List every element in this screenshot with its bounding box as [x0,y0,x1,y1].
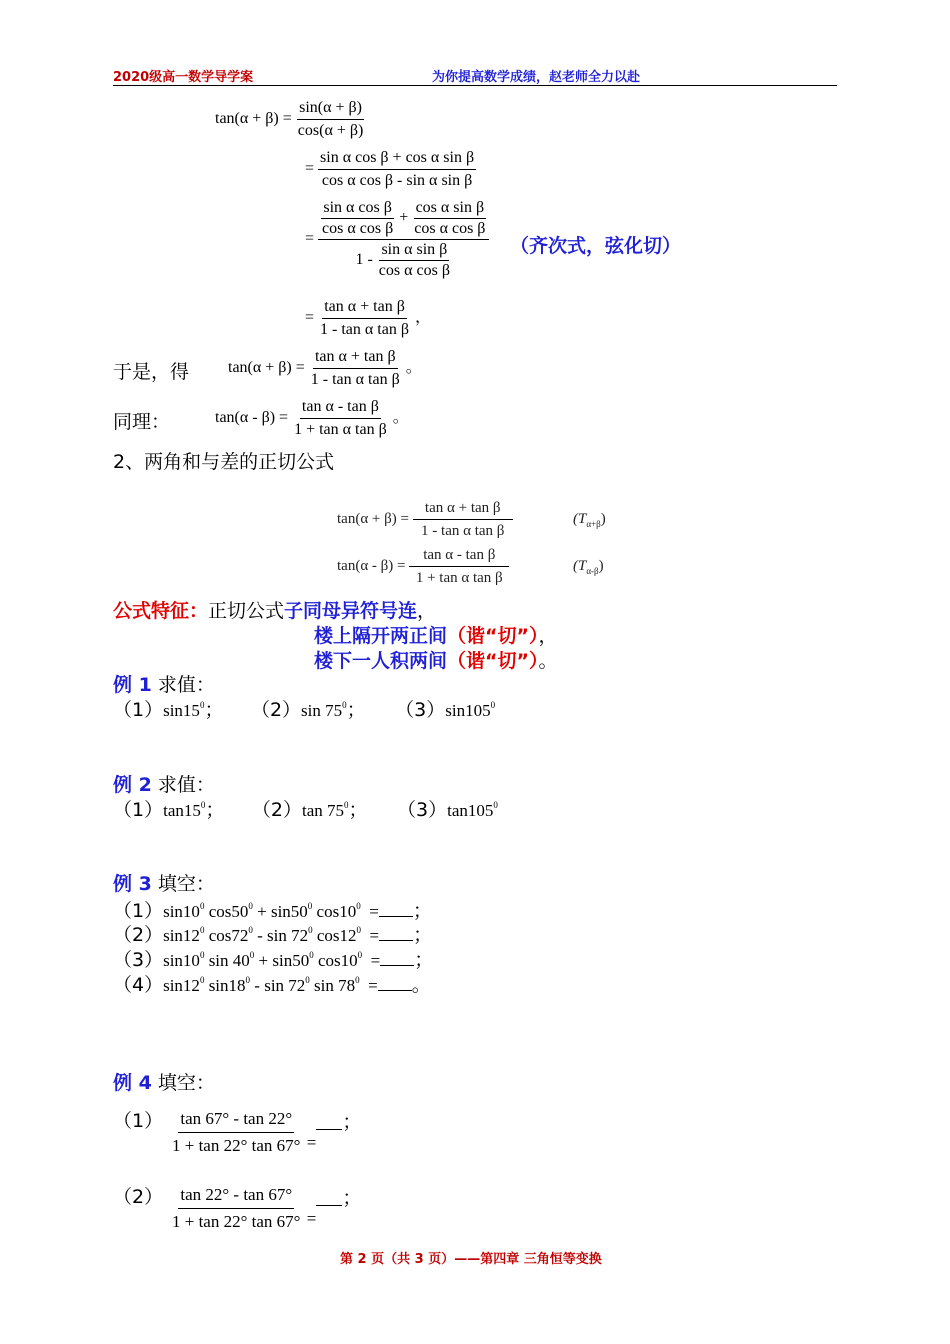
operator: + [258,951,269,970]
numerator: sin α cos β + cos α sin β [318,148,476,170]
equals-sign: = [305,160,315,178]
label-paren: ) [598,558,604,574]
page-footer: 第 2 页（共 3 页）——第四章 三角恒等变换 [340,1252,602,1267]
formula-tan-sum [337,498,513,541]
formula-fraction [409,545,509,588]
formula-tan-sum-label [573,511,606,529]
term: sin 72 [267,926,309,945]
item-end: ； [413,924,433,946]
degree-mark: 0 [305,975,310,985]
numerator: tan 22° - tan 67° [178,1183,294,1209]
separator: ； [348,799,368,821]
derivation-lhs: tan(α + β) = [215,110,292,128]
period: 。 [392,409,409,427]
answer-blank[interactable] [380,951,414,966]
degree-mark: 0 [248,901,253,911]
denominator: 1 + tan 22° tan 67° [172,1212,301,1231]
answer-blank[interactable] [379,902,413,917]
similarly-formula [215,397,409,440]
degree-mark: 0 [199,950,205,960]
complex-numerator [318,199,489,240]
item-index: （3） [397,799,448,821]
numerator: tan α - tan β [409,545,509,567]
similarly-fraction [292,397,389,440]
example4-q1-fraction [170,1107,302,1158]
example-label: 例 1 [113,674,152,696]
sub-fraction-a [320,199,395,238]
derivation-step1-fraction [296,98,366,141]
numerator: tan α - tan β [300,397,381,419]
term: sin 72 [264,976,306,995]
denominator: 1 + tan α tan β [415,570,503,586]
conclusion-fraction [309,347,402,390]
formula-lhs: tan(α + β) = [337,510,409,527]
plus-sign: + [399,209,409,227]
example4-heading [113,1068,215,1095]
degree-mark: 0 [307,901,313,911]
equals-sign: = [306,1133,317,1153]
example3-item [113,945,433,972]
equals-sign: = [305,230,315,248]
denominator: cos α cos β - sin α sin β [321,172,473,189]
comma: ， [417,600,437,622]
term: sin50 [272,951,310,970]
answer-blank[interactable] [378,976,412,991]
item-index: （1） [113,900,164,922]
comma: ， [414,309,431,327]
one-minus: 1 - [355,251,373,269]
degree-mark: 0 [308,925,313,935]
item-end: ； [414,949,434,971]
denominator: cos α cos β [414,220,486,237]
formula-tan-diff-label [573,558,604,576]
degree-mark: 0 [493,800,498,810]
example3-heading [113,869,215,896]
numerator: sin(α + β) [297,98,364,120]
answer-blank[interactable] [316,1115,342,1130]
term: sin10 [163,951,200,970]
term: cos10 [317,951,358,970]
item-index: （3） [395,699,446,721]
degree-mark: 0 [248,925,253,935]
denominator: 1 + tan 22° tan 67° [172,1136,301,1155]
term: sin 40 [208,951,250,970]
example4-q2-index: （2） [113,1186,164,1208]
item-expr: sin105 [445,701,491,720]
separator: ； [205,799,225,821]
term: cos72 [208,926,249,945]
example4-q2 [170,1183,361,1234]
equals-sign: = [368,976,378,995]
operator: - [257,926,263,945]
equals-sign: = [370,951,381,970]
example2-items [113,795,498,822]
denominator: cos α cos β [378,262,450,279]
example4-q1-index: （1） [113,1110,164,1132]
formula-fraction [413,498,513,541]
operator: + [257,902,267,921]
homogeneous-note: （齐次式，弦化切） [510,235,682,257]
derivation-step3 [305,199,489,280]
similarly-lhs: tan(α - β) = [215,409,289,427]
item-index: （3） [113,949,164,971]
feature-text: 正切公式 [208,600,285,622]
term: cos10 [316,902,357,921]
degree-mark: 0 [309,950,314,960]
semicolon: ； [342,1111,362,1134]
separator: ； [204,699,224,721]
example-label: 例 3 [113,873,152,895]
derivation-step3-complex-fraction [318,199,489,280]
degree-mark: 0 [199,925,205,935]
feature-line3 [314,646,558,673]
degree-mark: 0 [249,950,255,960]
feature-mnemonic-3: 楼下一人积两间 [314,650,448,672]
feature-label: 公式特征： [113,600,209,622]
feature-pun-2: （谐“切”） [447,625,539,647]
feature-mnemonic-2: 楼上隔开两正间 [314,625,448,647]
label-subscript: α-β [586,566,599,576]
degree-mark: 0 [490,700,496,710]
degree-mark: 0 [342,700,347,710]
item-index: （4） [113,974,164,996]
label-paren: ) [600,511,606,527]
feature-pun-3: （谐“切”） [447,650,539,672]
item-index: （2） [250,699,302,721]
example1-items [113,695,495,722]
answer-blank[interactable] [316,1191,342,1206]
item-end: ； [412,900,432,922]
label-subscript: α+β [586,519,601,529]
denominator: cos(α + β) [297,122,364,139]
header-rule [113,85,837,86]
derivation-step2-fraction [318,148,476,191]
period: 。 [538,650,558,672]
degree-mark: 0 [199,700,205,710]
example3-item [113,970,431,997]
semicolon: ； [342,1187,362,1210]
feature-line2 [314,621,558,648]
term: sin 78 [314,976,356,995]
denominator: 1 - tan α tan β [320,321,409,338]
item-index: （1） [113,699,164,721]
term: sin12 [163,976,200,995]
numerator: tan 67° - tan 22° [178,1107,294,1133]
denominator: 1 + tan α tan β [294,421,387,438]
comma: ， [538,625,558,647]
item-expr: tan105 [447,801,494,820]
term: sin50 [270,902,308,921]
item-expr: sin 75 [301,701,343,720]
example-title: 填空： [151,1072,215,1094]
item-index: （1） [113,799,164,821]
example-title: 求值： [151,674,215,696]
similarly-lead: 同理： [113,411,171,433]
example-label: 例 2 [113,774,152,796]
conclusion-formula [228,347,422,390]
equals-sign: = [305,309,315,327]
example3-item [113,896,432,923]
example4-q2-fraction [170,1183,302,1234]
formula-tan-diff [337,545,509,588]
header-right: 为你提高数学成绩，赵老师全力以赴 [432,70,641,85]
section2-title: 2、两角和与差的正切公式 [113,451,335,473]
denominator: 1 - tan α tan β [421,523,505,539]
degree-mark: 0 [356,925,362,935]
numerator: cos α sin β [414,199,487,219]
degree-mark: 0 [355,975,360,985]
degree-mark: 0 [357,950,363,960]
degree-mark: 0 [199,901,205,911]
label-T: (T [573,511,587,527]
example2-heading [113,770,215,797]
denominator: cos α cos β [322,220,394,237]
operator: - [254,976,260,995]
feature-line1 [113,596,436,623]
numerator: sin α cos β [321,199,394,219]
degree-mark: 0 [200,800,206,810]
item-index: （2） [113,924,164,946]
example-title: 填空： [151,873,215,895]
term: sin12 [163,926,200,945]
numerator: sin α sin β [379,241,449,261]
answer-blank[interactable] [379,926,413,941]
example-title: 求值： [151,774,215,796]
derivation-step4 [305,297,431,340]
term: sin10 [163,902,200,921]
equals-sign: = [306,1209,317,1229]
degree-mark: 0 [245,975,251,985]
sub-fraction-c [377,241,452,280]
equals-sign: = [369,902,379,921]
derivation-step2 [305,148,476,191]
degree-mark: 0 [199,975,205,985]
example4-q1 [170,1107,361,1158]
term: sin18 [208,976,246,995]
conclusion-lhs: tan(α + β) = [228,359,305,377]
numerator: tan α + tan β [313,347,398,369]
example1-heading [113,670,215,697]
header-left: 2020级高一数学导学案 [113,70,254,85]
example-label: 例 4 [113,1072,152,1094]
item-end: 。 [411,974,431,996]
feature-mnemonic-1: 子同母异符号连 [284,600,418,622]
formula-lhs: tan(α - β) = [337,557,406,574]
label-T: (T [573,558,587,574]
sub-fraction-b [412,199,487,238]
term: cos50 [208,902,249,921]
period: 。 [405,359,422,377]
denominator: 1 - tan α tan β [310,371,400,388]
degree-mark: 0 [356,901,361,911]
conclusion-lead: 于是，得 [113,361,190,383]
degree-mark: 0 [344,800,349,810]
example3-item [113,920,432,947]
item-expr: tan15 [163,801,201,820]
item-index: （2） [251,799,302,821]
complex-denominator [353,240,454,280]
equals-sign: = [369,926,380,945]
derivation-step4-fraction [318,297,411,340]
numerator: tan α + tan β [322,297,407,319]
derivation-step1 [215,98,365,141]
separator: ； [346,699,366,721]
item-expr: sin15 [163,701,200,720]
numerator: tan α + tan β [413,498,513,520]
term: cos12 [316,926,357,945]
item-expr: tan 75 [301,801,345,820]
